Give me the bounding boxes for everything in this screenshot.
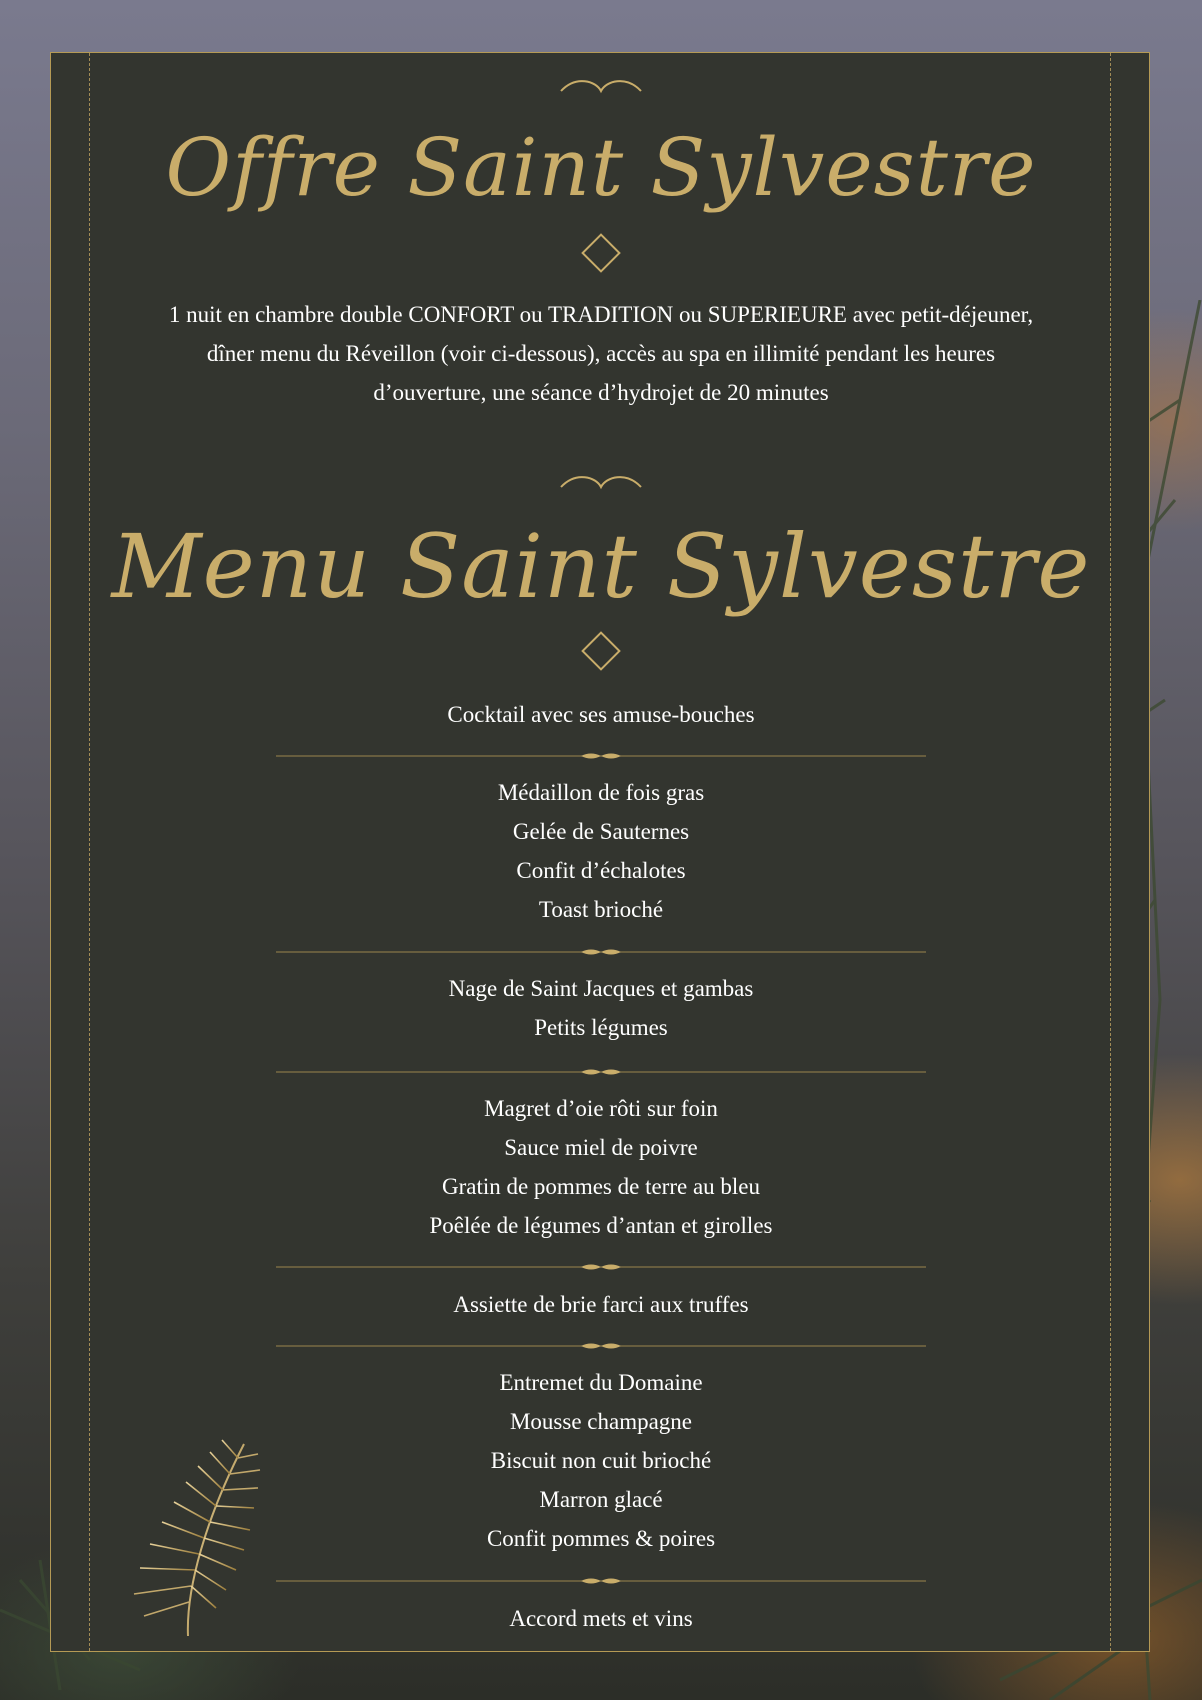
diamond-divider-icon (51, 629, 1151, 673)
flourish-separator-icon (276, 1341, 926, 1351)
menu-item: Entremet du Domaine (499, 1370, 703, 1395)
menu-item: Gratin de pommes de terre au bleu (441, 1174, 761, 1199)
flourish-separator-icon (276, 1262, 926, 1272)
menu-item: Sauce miel de poivre (504, 1135, 698, 1160)
course-starter (51, 773, 1151, 929)
gold-leaf-icon (126, 1438, 266, 1638)
flourish-separator-icon (276, 1067, 926, 1077)
course-fish (51, 969, 1151, 1047)
menu-item: Médaillon de fois gras (497, 780, 705, 805)
flourish-separator-icon (276, 751, 926, 761)
menu-item: Petits légumes (534, 1015, 668, 1040)
menu-title: Menu Saint Sylvestre (111, 515, 1091, 618)
scroll-ornament-icon (51, 77, 1151, 101)
menu-item: Confit pommes & poires (486, 1526, 716, 1551)
diamond-divider-icon (51, 231, 1151, 275)
menu-item: Confit d’échalotes (516, 858, 686, 883)
menu-item: Gelée de Sauternes (512, 819, 690, 844)
menu-item: Poêlée de légumes d’antan et girolles (429, 1213, 773, 1238)
course-aperitif (51, 695, 1151, 734)
scroll-ornament-icon (51, 473, 1151, 497)
menu-card (50, 52, 1150, 1652)
course-main (51, 1089, 1151, 1245)
menu-item: Nage de Saint Jacques et gambas (448, 976, 754, 1001)
menu-item: Biscuit non cuit brioché (490, 1448, 712, 1473)
flourish-separator-icon (276, 947, 926, 957)
menu-item: Toast brioché (538, 897, 664, 922)
menu-item: Mousse champagne (509, 1409, 693, 1434)
menu-item: Magret d’oie rôti sur foin (484, 1096, 718, 1121)
menu-item: Marron glacé (539, 1487, 663, 1512)
offer-description: 1 nuit en chambre double CONFORT ou TRADITION ou SUPERIEURE avec petit-déjeuner, dîner menu du Réveillon (voir ci-dessous), accès au spa en illimité pendant les heures d’ouverture, une séance d’hydrojet de 20 minutes (168, 302, 1034, 405)
flourish-separator-icon (276, 1576, 926, 1586)
course-cheese (51, 1285, 1151, 1324)
menu-item: Cocktail avec ses amuse-bouches (447, 702, 755, 727)
menu-item: Accord mets et vins (509, 1606, 693, 1631)
menu-item: Assiette de brie farci aux truffes (453, 1292, 749, 1317)
offer-title: Offre Saint Sylvestre (165, 121, 1037, 214)
